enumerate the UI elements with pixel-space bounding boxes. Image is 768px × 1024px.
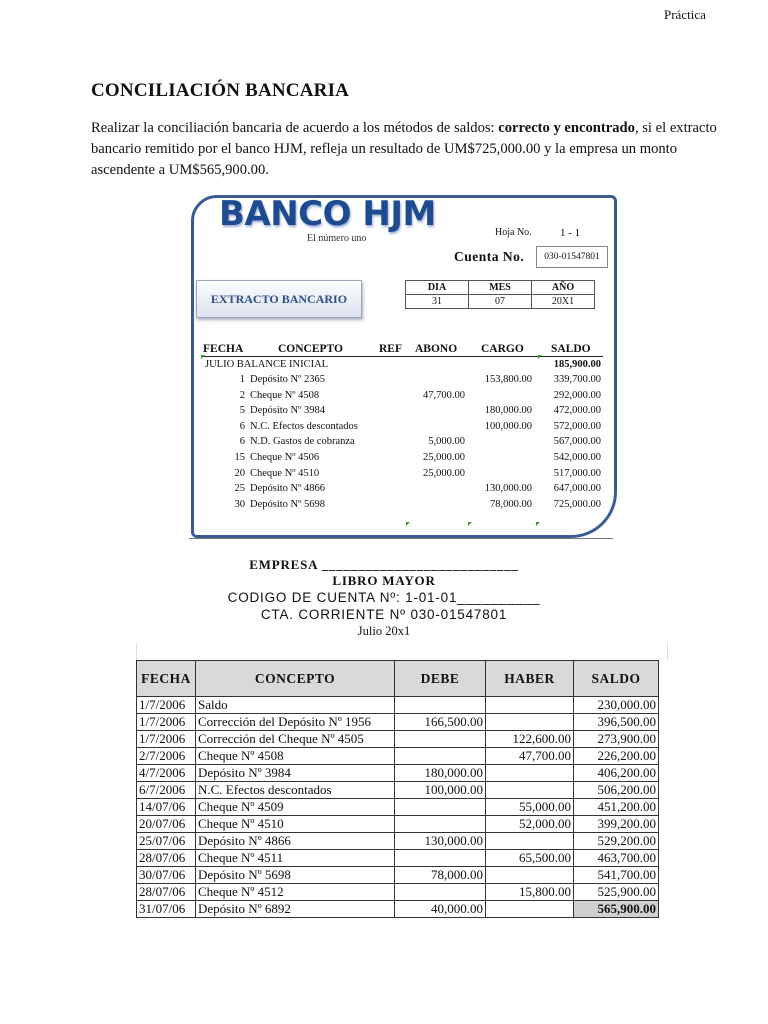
ledger-haber [486,867,574,884]
ledger-debe: 166,500.00 [395,714,486,731]
section-title: CONCILIACIÓN BANCARIA [91,80,350,101]
ledger-haber: 122,600.00 [486,731,574,748]
ledger-col-fecha: FECHA [137,661,196,697]
ledger-fecha: 25/07/06 [137,833,196,850]
stmt-col-saldo: SALDO [551,343,591,355]
green-tick-icon [406,522,410,526]
ledger-haber [486,901,574,918]
bank-statement-divider [189,538,613,539]
stmt-saldo: 292,000.00 [553,389,601,401]
ledger-concepto: Depósito Nº 4866 [196,833,395,850]
ledger-saldo: 273,900.00 [574,731,659,748]
ledger-fecha: 28/07/06 [137,850,196,867]
ledger-fecha: 31/07/06 [137,901,196,918]
stmt-concepto: N.C. Efectos descontados [250,420,358,432]
ledger-debe: 100,000.00 [395,782,486,799]
stmt-cargo: 130,000.00 [484,483,532,495]
stmt-cargo: 100,000.00 [484,420,532,432]
green-tick-icon [538,355,542,359]
ledger-row [137,850,659,867]
ledger-empresa: EMPRESA ___________________________ [249,557,519,572]
stmt-saldo: 542,000.00 [553,452,601,463]
ledger-concepto: Cheque Nº 4510 [196,816,395,833]
ledger-saldo: 463,700.00 [574,850,659,867]
stmt-concepto: Cheque Nº 4506 [250,452,320,463]
ledger-fecha: 1/7/2006 [137,731,196,748]
stmt-saldo: 472,000.00 [553,405,601,417]
ledger-row [137,714,659,731]
ledger-saldo: 541,700.00 [574,867,659,884]
ledger-concepto: Cheque Nº 4509 [196,799,395,816]
stmt-col-concepto: CONCEPTO [278,343,343,355]
ledger-fecha: 6/7/2006 [137,782,196,799]
stmt-saldo: 517,000.00 [553,467,601,479]
stmt-concepto: Depósito Nº 3984 [250,405,326,417]
ledger-saldo: 399,200.00 [574,816,659,833]
stmt-abono: 5,000.00 [428,436,465,448]
ledger-saldo: 506,200.00 [574,782,659,799]
stmt-col-abono: ABONO [415,343,458,355]
ledger-debe: 78,000.00 [395,867,486,884]
ledger-saldo: 529,200.00 [574,833,659,850]
date-header-ano: AÑO [532,281,595,295]
cuenta-number-box: 030-01547801 [536,246,608,268]
ledger-debe: 130,000.00 [395,833,486,850]
stmt-abono: 47,700.00 [423,389,465,401]
hoja-value: 1 - 1 [560,227,581,239]
stmt-cargo: 78,000.00 [490,498,532,510]
stmt-saldo: 567,000.00 [553,436,601,448]
ledger-row [137,816,659,833]
ledger-haber [486,833,574,850]
ledger-debe [395,731,486,748]
ledger-concepto: Corrección del Depósito Nº 1956 [196,714,395,731]
statement-date-table [405,280,595,309]
ledger-row [137,697,659,714]
hoja-label: Hoja No. [495,227,532,238]
green-tick-icon [536,522,540,526]
stmt-day: 1 [239,374,245,385]
ledger-debe [395,850,486,867]
page-header-label: Práctica [664,7,706,22]
ledger-debe [395,816,486,833]
intro-text-bold: correcto y encontrado [498,120,635,136]
stmt-saldo: 572,000.00 [553,420,601,432]
ledger-fecha: 14/07/06 [137,799,196,816]
bank-statement [189,193,613,536]
ledger-concepto: Cheque Nº 4508 [196,748,395,765]
ledger-saldo: 396,500.00 [574,714,659,731]
date-header-mes: MES [469,281,532,295]
ledger-debe [395,799,486,816]
ledger-row [137,731,659,748]
ledger-row [137,799,659,816]
ledger-haber: 47,700.00 [486,748,574,765]
stmt-day: 6 [239,436,245,448]
bank-logo: BANCO HJM [219,194,436,234]
ledger-saldo: 525,900.00 [574,884,659,901]
ledger-haber: 65,500.00 [486,850,574,867]
stmt-saldo: 725,000.00 [553,498,601,510]
ledger-row [137,867,659,884]
ledger-saldo: 226,200.00 [574,748,659,765]
stmt-cargo: 180,000.00 [484,405,532,417]
stmt-day: 20 [234,467,245,479]
date-value-mes: 07 [469,295,532,309]
stmt-concepto: Cheque Nº 4508 [250,389,320,401]
ledger-concepto: Cheque Nº 4512 [196,884,395,901]
ledger-fecha: 20/07/06 [137,816,196,833]
ledger-debe [395,697,486,714]
ledger-account-code: CODIGO DE CUENTA Nº: 1-01-01__________ [227,590,541,605]
stmt-day: 25 [234,483,245,495]
ledger-period: Julio 20x1 [357,624,411,638]
stmt-day: 15 [234,452,245,463]
ledger-concepto: N.C. Efectos descontados [196,782,395,799]
ledger-concepto: Depósito Nº 3984 [196,765,395,782]
ledger-row [137,901,659,918]
stmt-day: 30 [234,498,245,510]
ledger-row [137,833,659,850]
ledger-concepto: Saldo [196,697,395,714]
ledger-haber [486,714,574,731]
ledger-concepto: Corrección del Cheque Nº 4505 [196,731,395,748]
ledger-row [137,748,659,765]
ledger-saldo: 406,200.00 [574,765,659,782]
stmt-day: 5 [239,405,245,417]
stmt-saldo: 647,000.00 [553,483,601,495]
intro-text-end: , si el extracto bancario remitido por el banco HJM, refleja un resultado de UM$725,000.00 y la empresa un monto ascendente a UM$565,900.00. [91,120,717,178]
ledger-saldo: 565,900.00 [574,901,659,918]
ledger-concepto: Depósito Nº 5698 [196,867,395,884]
stmt-concepto: N.D. Gastos de cobranza [250,436,355,448]
ledger-haber: 52,000.00 [486,816,574,833]
ledger-col-debe: DEBE [395,661,486,697]
stmt-col-cargo: CARGO [481,343,524,355]
stmt-opening-label: JULIO BALANCE INICIAL [205,359,329,370]
date-value-dia: 31 [406,295,469,309]
green-tick-icon [468,522,472,526]
stmt-day: 6 [239,420,245,432]
ledger-concepto: Cheque Nº 4511 [196,850,395,867]
ledger-haber: 55,000.00 [486,799,574,816]
ledger-haber [486,765,574,782]
ledger-body [137,697,659,918]
ledger-haber [486,697,574,714]
ledger-row [137,765,659,782]
ledger-concepto: Depósito Nº 6892 [196,901,395,918]
ledger-fecha: 4/7/2006 [137,765,196,782]
stmt-concepto: Depósito Nº 2365 [250,374,326,385]
ledger-saldo: 451,200.00 [574,799,659,816]
ledger-fecha: 2/7/2006 [137,748,196,765]
bank-tagline: El número uno [307,233,367,244]
ledger-debe [395,884,486,901]
ledger-row [137,782,659,799]
intro-text-start: Realizar la conciliación bancaria de acuerdo a los métodos de saldos: [91,120,499,136]
date-value-ano: 20X1 [532,295,595,309]
stmt-concepto: Cheque Nº 4510 [250,467,320,479]
ledger-title: LIBRO MAYOR [332,573,436,588]
cuenta-label: Cuenta No. [454,249,525,264]
ledger-debe: 40,000.00 [395,901,486,918]
ledger-col-concepto: CONCEPTO [196,661,395,697]
ledger-fecha: 28/07/06 [137,884,196,901]
stmt-day: 2 [239,389,245,401]
stmt-concepto: Depósito Nº 4866 [250,483,326,495]
stmt-header-rule [203,356,603,357]
ledger-fecha: 30/07/06 [137,867,196,884]
ledger-current-account: CTA. CORRIENTE Nº 030-01547801 [260,607,508,622]
green-tick-icon [201,355,205,359]
ledger-debe: 180,000.00 [395,765,486,782]
ledger-gridlines [136,643,668,660]
stmt-cargo: 153,800.00 [484,374,532,385]
ledger-haber [486,782,574,799]
stmt-opening-saldo: 185,900.00 [553,359,601,370]
stmt-saldo: 339,700.00 [553,374,601,385]
ledger-haber: 15,800.00 [486,884,574,901]
stmt-col-ref: REF [379,343,402,355]
ledger-debe [395,748,486,765]
ledger-fecha: 1/7/2006 [137,714,196,731]
stmt-concepto: Depósito Nº 5698 [250,498,326,510]
ledger-table [136,660,659,918]
ledger-col-saldo: SALDO [574,661,659,697]
stmt-abono: 25,000.00 [423,452,465,463]
stmt-abono: 25,000.00 [423,467,465,479]
ledger-fecha: 1/7/2006 [137,697,196,714]
date-header-dia: DIA [406,281,469,295]
intro-paragraph [91,118,721,181]
extracto-bancario-button: EXTRACTO BANCARIO [196,280,362,318]
stmt-col-fecha: FECHA [203,343,244,355]
ledger-row [137,884,659,901]
ledger-saldo: 230,000.00 [574,697,659,714]
ledger-col-haber: HABER [486,661,574,697]
